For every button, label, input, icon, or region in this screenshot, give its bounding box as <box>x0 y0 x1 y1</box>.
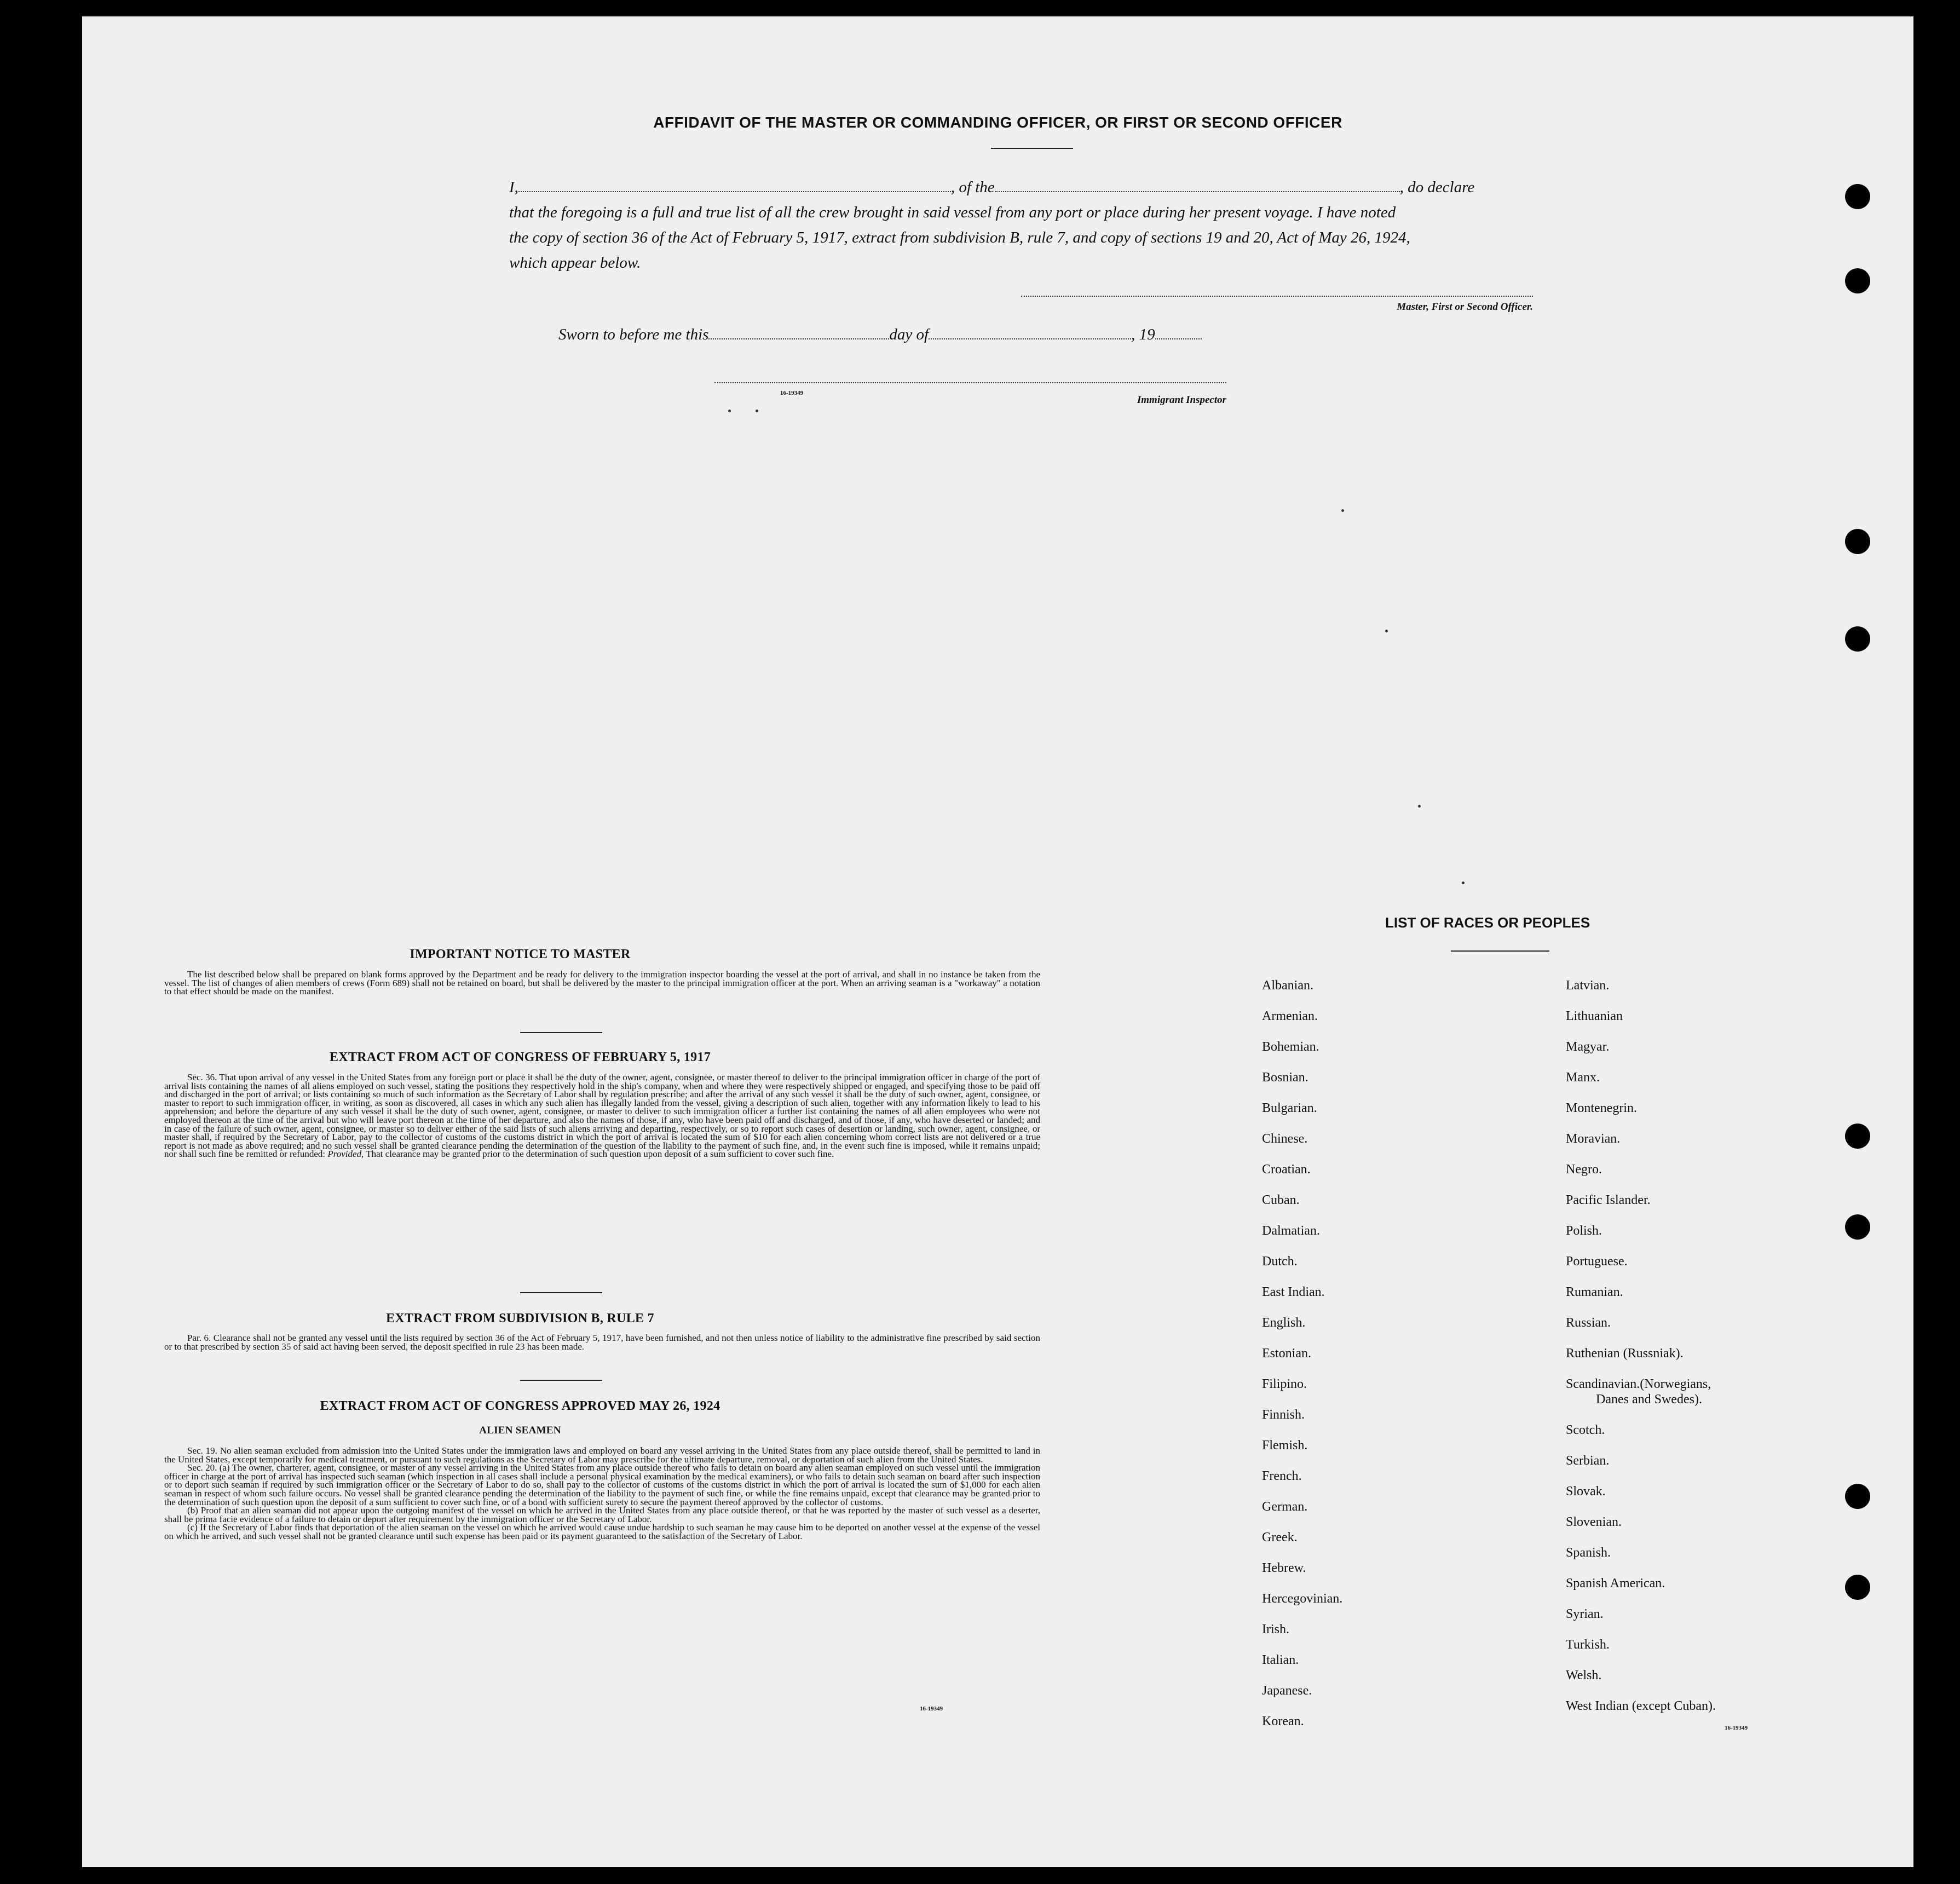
punch-hole <box>1845 1214 1870 1240</box>
sworn-month-field[interactable] <box>929 326 1131 339</box>
divider <box>520 1380 602 1381</box>
race-item: Korean. <box>1262 1714 1304 1729</box>
race-item: Portuguese. <box>1566 1254 1628 1269</box>
race-item: Armenian. <box>1262 1009 1318 1023</box>
divider <box>520 1032 602 1033</box>
do-declare-label: , do declare <box>1399 178 1475 196</box>
inspector-signature-line[interactable] <box>714 382 1226 383</box>
title-underline <box>991 148 1073 149</box>
rule7-text: Par. 6. Clearance shall not be granted any vessel until the lists required by section 36 of the Act of February 5, 1917, have been furnished, and not then unless notice of liability to the administrative fine prescribed by said section or to that prescribed by section 35 of said act having been served, the deposit specified in rule 23 has been made. <box>164 1333 1040 1352</box>
sworn-line <box>558 326 1270 344</box>
race-item: Negro. <box>1566 1162 1602 1177</box>
divider <box>520 1292 602 1293</box>
speck <box>1341 509 1344 512</box>
inspector-caption: Immigrant Inspector <box>1137 394 1226 406</box>
race-item: Slovenian. <box>1566 1515 1622 1529</box>
race-item: Magyar. <box>1566 1040 1610 1054</box>
notice-title: IMPORTANT NOTICE TO MASTER <box>410 947 631 961</box>
race-item: Croatian. <box>1262 1162 1311 1177</box>
notice-text: The list described below shall be prepared on blank forms approved by the Department and be ready for delivery to the immigration inspector boarding the vessel at the port of arrival, and shall in no instance be taken from the vessel. The list of changes of alien members of crews (Form 689) shall not be retained on board, but shall be delivered by the master to the principal immigration officer at the port. When an arriving seaman is a "workaway" a notation to that effect should be made on the manifest. <box>164 969 1040 997</box>
master-caption: Master, First or Second Officer. <box>1397 301 1533 313</box>
race-item: Scotch. <box>1566 1423 1605 1437</box>
extract-1924-text: Sec. 19. No alien seaman excluded from admission into the United States under the immigration laws and employed on board any vessel arriving in the United States from any place outside thereof, shall be permitted to land in the United States, except temporarily for medical treatment, or pursuant to such regulations as the Secretary of Labor may prescribe for the ultimate departure, removal, or deportation of such alien from the United States. Sec. 20. (a) The owner, charterer, agent, consignee, or master of any vessel arriving in the United States from any place outside thereof who fails to detain on board any alien seaman employed on such vessel until the immigration officer in charge at the port of arrival has inspected such seaman (which inspection in all cases shall include a personal physical examination by the medical examiners), or who fails to detain such seaman on board after such inspection or to deport such seaman if required by such immigration officer or the Secretary of Labor to do so, shall pay to the collector of customs of the customs district in which the port of arrival is located the sum of $1,000 for each alien seaman in respect of whom such failure occurs. No vessel shall be granted clearance pending the determination of the liability to the payment of such fine, or while the fine remains unpaid, except that clearance may be granted prior to the determination of such question upon the deposit of a sum sufficient to cover such fine, or of a bond with sufficient surety to secure the payment thereof approved by the collector of customs. (b) Proof that an alien seaman did not appear upon the outgoing manifest of the vessel on which he arrived in the United States from any place outside thereof, or that he was reported by the master of such vessel as a deserter, shall be prima facie evidence of a failure to detain or deport after requirement by the immigration officer or the Secretary of Labor. (c) If the Secretary of Labor finds that deportation of the alien seaman on the vessel on which he arrived would cause undue hardship to such seaman he may cause him to be deported on another vessel at the expense of the vessel on which he arrived, and such vessel shall not be granted clearance until such expense has been paid or its payment guaranteed to the satisfaction of the Secretary of Labor. <box>164 1445 1040 1541</box>
race-item: Estonian. <box>1262 1346 1311 1361</box>
race-item: French. <box>1262 1469 1302 1483</box>
race-item: Filipino. <box>1262 1377 1307 1391</box>
race-item: Italian. <box>1262 1653 1299 1667</box>
year-field[interactable] <box>1155 326 1202 339</box>
race-item: Russian. <box>1566 1316 1611 1330</box>
race-item: Greek. <box>1262 1530 1298 1545</box>
race-item: Danes and Swedes). <box>1596 1392 1702 1407</box>
race-item: West Indian (except Cuban). <box>1566 1699 1716 1713</box>
rule7-title: EXTRACT FROM SUBDIVISION B, RULE 7 <box>386 1311 654 1326</box>
punch-hole <box>1845 1484 1870 1509</box>
race-item: Ruthenian (Russniak). <box>1566 1346 1684 1361</box>
name-field[interactable] <box>518 179 951 192</box>
race-item: Dutch. <box>1262 1254 1298 1269</box>
speck <box>1385 630 1388 632</box>
race-item: East Indian. <box>1262 1285 1325 1299</box>
race-item: Slovak. <box>1566 1484 1606 1499</box>
race-item: Cuban. <box>1262 1193 1300 1207</box>
race-item: Welsh. <box>1566 1668 1602 1683</box>
race-item: Syrian. <box>1566 1607 1604 1621</box>
race-item: Moravian. <box>1566 1132 1621 1146</box>
affidavit-line-3: the copy of section 36 of the Act of February 5, 1917, extract from subdivision B, rule 7, and copy of sections 19 and 20, Act of May 26, 1924, <box>509 229 1410 246</box>
race-item: Bulgarian. <box>1262 1101 1317 1115</box>
sworn-label: Sworn to before me this <box>558 326 709 343</box>
race-item: Albanian. <box>1262 978 1313 993</box>
speck <box>728 410 731 412</box>
day-of-label: day of <box>889 326 929 343</box>
extract-1924-title: EXTRACT FROM ACT OF CONGRESS APPROVED MAY 26, 1924 <box>320 1399 720 1413</box>
document-page <box>82 16 1913 1867</box>
affidavit-line-1 <box>509 178 1615 197</box>
punch-hole <box>1845 268 1870 293</box>
races-left-column <box>1262 970 1342 1737</box>
speck <box>1462 881 1465 884</box>
punch-hole <box>1845 1575 1870 1600</box>
form-number-top: 16-19349 <box>780 390 804 396</box>
i-prefix: I, <box>509 178 518 196</box>
speck <box>1418 805 1421 808</box>
form-number-left: 16-19349 <box>920 1706 943 1712</box>
extract-1917-text: Sec. 36. That upon arrival of any vessel in the United States from any foreign port or place it shall be the duty of the owner, agent, consignee, or master thereof to deliver to the principal immigration officer in charge of the port of arrival lists containing the names of all aliens employed on such vessel, stating the positions they respectively hold in the ship's company, when and where they were respectively shipped or engaged, and specifying those to be paid off and discharged in the port of arrival; or lists containing so much of such information as the Secretary of Labor shall by regulation prescribe; and after the arrival of any such vessel it shall be the duty of such owner, agent, consignee, or master to report to such immigration officer, in writing, as soon as discovered, all cases in which any such alien has illegally landed from the vessel, giving a description of such alien, together with any information likely to lead to his apprehension; and before the departure of any such vessel it shall be the duty of such owner, agent, consignee, or master to deliver to such immigration officer a further list containing the names of all alien employees who were not employed thereon at the time of the arrival but who will leave port thereon at the time of her departure, and also the names of those, if any, who have been paid off and discharged, and of those, if any, who have deserted or landed; and in case of the failure of such owner, agent, consignee, or master so to deliver either of the said lists of such aliens arriving and departing, respectively, or so to report such cases of desertion or landing, such owner, agent, consignee, or master shall, if required by the Secretary of Labor, pay to the collector of customs of the customs district in which the port of arrival is located the sum of $10 for each alien concerning whom correct lists are not delivered or a true report is not made as above required; and no such vessel shall be granted clearance pending the determination of the question of the liability to the payment of such fine, and, in the event such fine is imposed, while it remains unpaid; nor shall such fine be remitted or refunded: Provided, That clearance may be granted prior to the determination of such question upon deposit of a sum sufficient to cover such fine. <box>164 1072 1040 1160</box>
race-item: Hebrew. <box>1262 1561 1306 1575</box>
race-item: Finnish. <box>1262 1408 1305 1422</box>
race-item: Flemish. <box>1262 1438 1308 1453</box>
punch-hole <box>1845 1124 1870 1149</box>
vessel-field[interactable] <box>995 179 1400 192</box>
speck <box>756 410 758 412</box>
race-item: Serbian. <box>1566 1454 1610 1468</box>
races-title: LIST OF RACES OR PEOPLES <box>1385 914 1590 931</box>
race-item: Scandinavian.(Norwegians, <box>1566 1377 1711 1391</box>
year-label: , 19 <box>1131 326 1155 343</box>
form-number-right: 16-19349 <box>1725 1725 1748 1731</box>
races-right-column <box>1566 970 1716 1721</box>
race-item: Irish. <box>1262 1622 1289 1637</box>
race-item: Bosnian. <box>1262 1070 1308 1085</box>
master-signature-line[interactable] <box>1021 296 1533 297</box>
race-item: Bohemian. <box>1262 1040 1319 1054</box>
race-item: English. <box>1262 1316 1306 1330</box>
race-item: Pacific Islander. <box>1566 1193 1651 1207</box>
alien-seamen-subtitle: ALIEN SEAMEN <box>479 1425 561 1436</box>
race-item: Montenegrin. <box>1566 1101 1637 1115</box>
extract-1917-title: EXTRACT FROM ACT OF CONGRESS OF FEBRUARY 5, 1917 <box>329 1050 711 1064</box>
race-item: Lithuanian <box>1566 1009 1623 1023</box>
punch-hole <box>1845 626 1870 652</box>
race-item: Spanish. <box>1566 1546 1611 1560</box>
race-item: Chinese. <box>1262 1132 1308 1146</box>
affidavit-line-4: which appear below. <box>509 254 641 272</box>
race-item: Dalmatian. <box>1262 1224 1320 1238</box>
sworn-day-field[interactable] <box>708 326 889 339</box>
race-item: German. <box>1262 1500 1308 1514</box>
race-item: Rumanian. <box>1566 1285 1623 1299</box>
race-item: Spanish American. <box>1566 1576 1665 1591</box>
affidavit-line-2: that the foregoing is a full and true list of all the crew brought in said vessel from any port or place during her present voyage. I have noted <box>509 204 1396 221</box>
race-item: Hercegovinian. <box>1262 1592 1343 1606</box>
race-item: Manx. <box>1566 1070 1600 1085</box>
of-the-label: , of the <box>950 178 995 196</box>
race-item: Japanese. <box>1262 1684 1312 1698</box>
punch-hole <box>1845 184 1870 209</box>
race-item: Polish. <box>1566 1224 1602 1238</box>
race-item: Latvian. <box>1566 978 1610 993</box>
punch-hole <box>1845 529 1870 554</box>
affidavit-title: AFFIDAVIT OF THE MASTER OR COMMANDING OFFICER, OR FIRST OR SECOND OFFICER <box>653 114 1342 131</box>
races-underline <box>1451 950 1549 952</box>
race-item: Turkish. <box>1566 1638 1610 1652</box>
